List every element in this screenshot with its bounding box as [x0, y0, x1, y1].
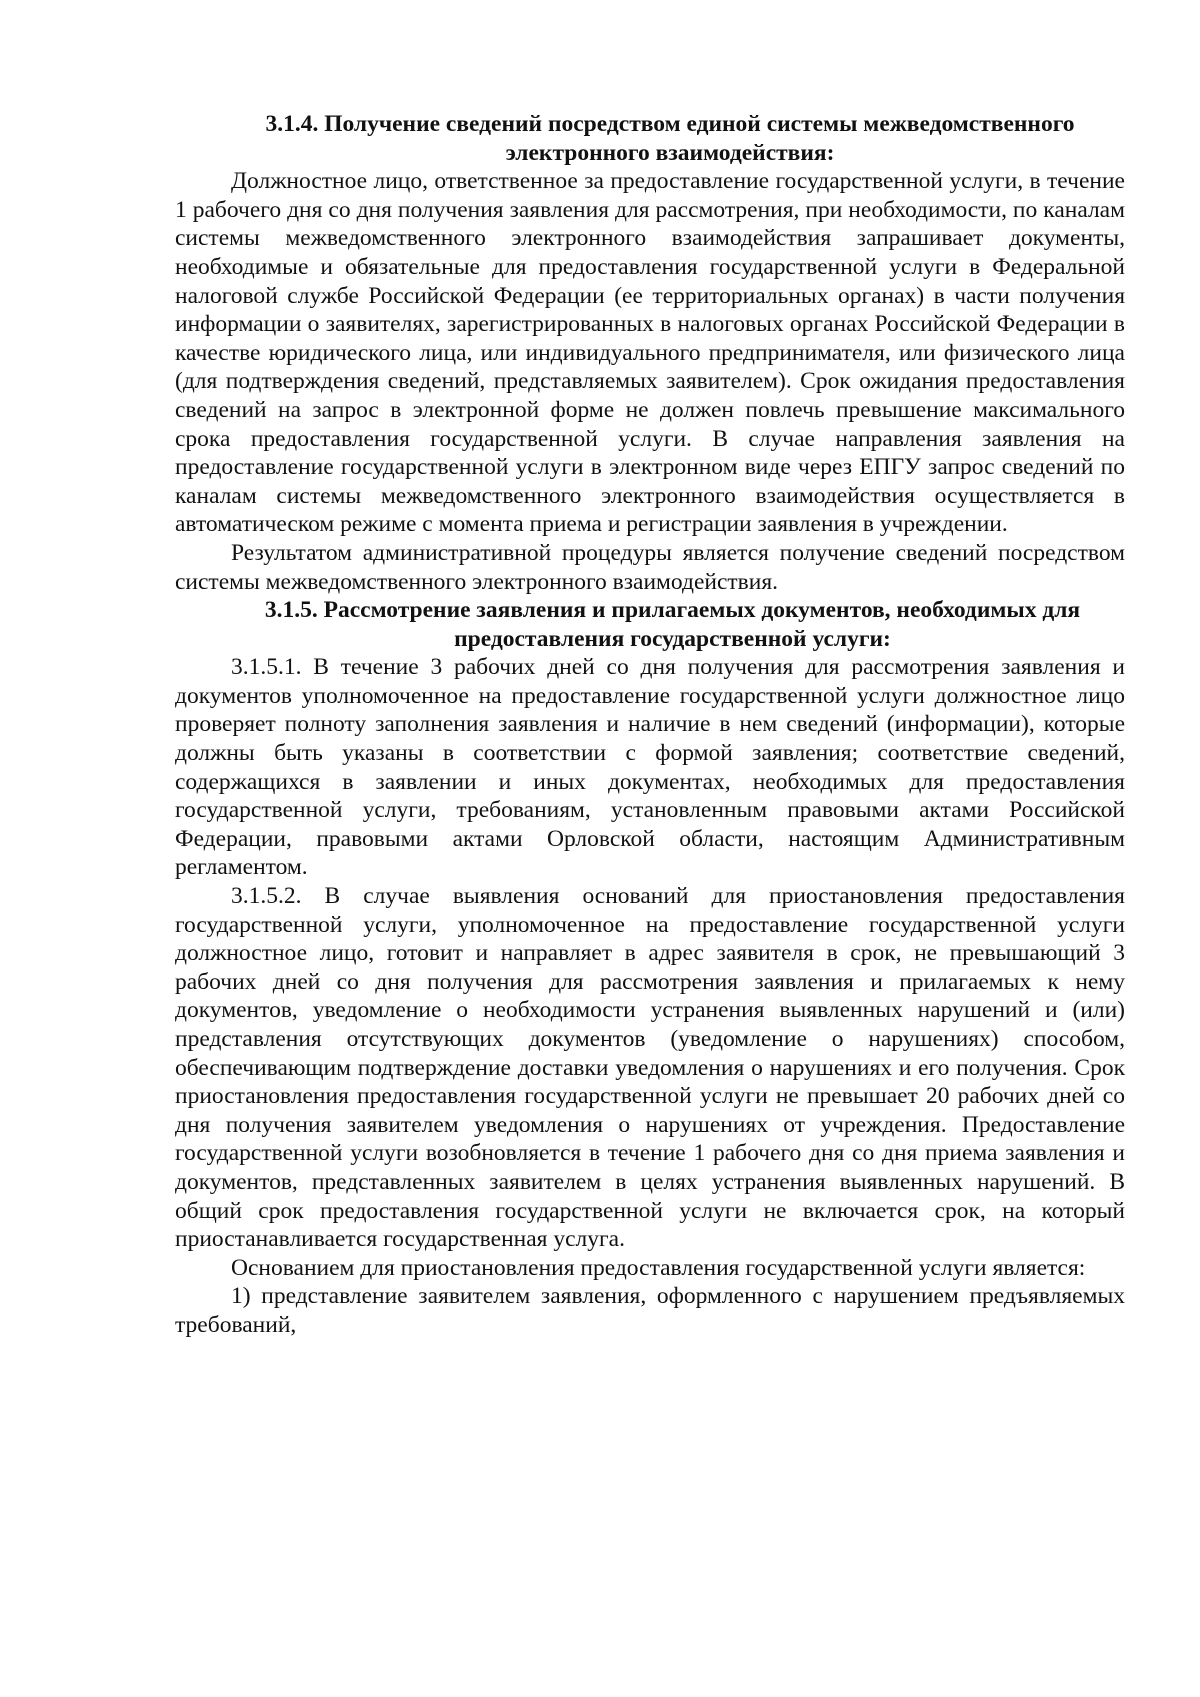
paragraph-list-item-1: 1) представление заявителем заявления, оформленного с нарушением предъявляемых требований,	[175, 1283, 1125, 1338]
paragraph-suspension-basis: Основанием для приостановления предоставления государственной услуги является:	[231, 1254, 1086, 1281]
paragraph-3-1-5-1: 3.1.5.1. В течение 3 рабочих дней со дня получения для рассмотрения заявления и документов уполномоченное на предоставление государственной услуги должностное лицо проверяет полноту заполнения заявления и наличие в нем сведений (информации), которые должны быть указаны в соответствии с формой заявления; соответствие сведений, содержащихся в заявлении и иных документах, необходимых для предоставления государственной услуги, требованиям, установленным правовыми актами Российской Федерации, правовыми актами Орловской области, настоящим Административным регламентом.	[175, 654, 1125, 881]
section-heading-3-1-5: 3.1.5. Рассмотрение заявления и прилагаемых документов, необходимых для предоставления государственной услуги:	[264, 597, 1081, 652]
section-heading-3-1-4: 3.1.4. Получение сведений посредством единой системы межведомственного электронного взаимодействия:	[265, 111, 1075, 166]
document-body	[175, 110, 1125, 1340]
paragraph-3-1-4-result: Результатом административной процедуры является получение сведений посредством системы межведомственного электронного взаимодействия.	[175, 539, 1125, 595]
paragraph-3-1-5-2: 3.1.5.2. В случае выявления оснований для приостановления предоставления государственной услуги, уполномоченное на предоставление государственной услуги должностное лицо, готовит и направляет в адрес заявителя в срок, не превышающий 3 рабочих дней со дня получения для рассмотрения заявления и прилагаемых к нему документов, уведомление о необходимости устранения выявленных нарушений и (или) представления отсутствующих документов (уведомление о нарушениях) способом, обеспечивающим подтверждение доставки уведомления о нарушениях и его получения. Срок приостановления предоставления государственной услуги не превышает 20 рабочих дней со дня получения заявителем уведомления о нарушениях от учреждения. Предоставление государственной услуги возобновляется в течение 1 рабочего дня со дня приема заявления и документов, представленных заявителем в целях устранения выявленных нарушений. В общий срок предоставления государственной услуги не включается срок, на который приостанавливается государственная услуга.	[175, 883, 1125, 1253]
paragraph-3-1-4-request: Должностное лицо, ответственное за предоставление государственной услуги, в течение 1 рабочего дня со дня получения заявления для рассмотрения, при необходимости, по каналам системы межведомственного электронного взаимодействия запрашивает документы, необходимые и обязательные для предоставления государственной услуги в Федеральной налоговой службе Российской Федерации (ее территориальных органах) в части получения информации о заявителях, зарегистрированных в налоговых органах Российской Федерации в качестве юридического лица, или индивидуального предпринимателя, или физического лица (для подтверждения сведений, представляемых заявителем). Срок ожидания предоставления сведений на запрос в электронной форме не должен повлечь превышение максимального срока предоставления государственной услуги. В случае направления заявления на предоставление государственной услуги в электронном виде через ЕПГУ запрос сведений по каналам системы межведомственного электронного взаимодействия осуществляется в автоматическом режиме с момента приема и регистрации заявления в учреждении.	[175, 168, 1125, 538]
